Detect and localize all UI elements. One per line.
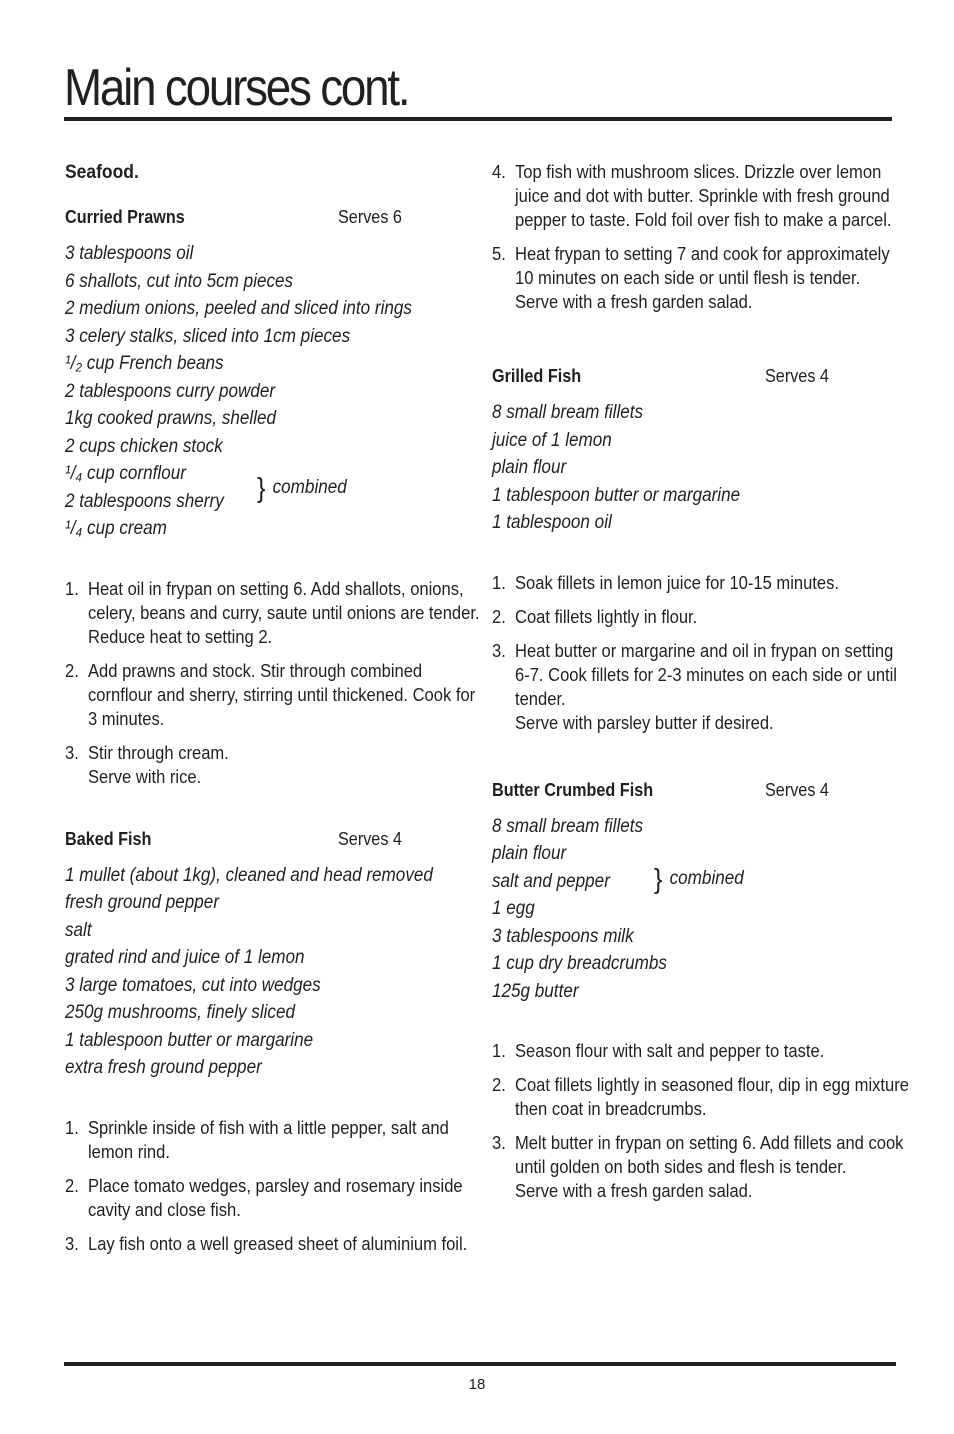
ingredient: plain flour <box>492 843 567 864</box>
ingredient: 3 celery stalks, sliced into 1cm pieces <box>65 325 351 347</box>
recipe-header <box>492 366 897 390</box>
ingredient: grated rind and juice of 1 lemon <box>65 947 305 968</box>
recipe-curried-prawns <box>65 207 480 789</box>
recipe-title: Butter Crumbed Fish <box>492 779 654 800</box>
brace-icon: } <box>257 472 266 503</box>
ingredient-list <box>65 862 470 1082</box>
method-step: 3. Melt butter in frypan on setting 6. Add fillets and cook until golden on both sides and flesh is tender. Serve with a fresh garden salad. <box>492 1131 911 1203</box>
ingredient: 1 cup dry breadcrumbs <box>492 953 667 974</box>
method-step: 5. Heat frypan to setting 7 and cook for approximately 10 minutes on each side or until flesh is tender. Serve with a fresh garden salad. <box>492 242 911 314</box>
method-step: 3. Heat butter or margarine and oil in frypan on setting 6-7. Cook fillets for 2-3 minutes on each side or until tender. Serve with parsley butter if desired. <box>492 639 911 735</box>
page-number: 18 <box>468 1376 486 1393</box>
title-rule <box>64 117 892 121</box>
ingredient: 8 small bream fillets <box>492 402 644 423</box>
ingredient: 1 tablespoon butter or margarine <box>65 1029 314 1051</box>
ingredient: 1 tablespoon oil <box>492 512 612 533</box>
page-title: Main courses cont. <box>64 59 409 117</box>
method-step: 1. Soak fillets in lemon juice for 10-15 minutes. <box>492 572 839 593</box>
method-step: 3. Stir through cream. Serve with rice. <box>65 741 484 789</box>
recipe-serves: Serves 4 <box>765 366 829 386</box>
ingredient-list <box>65 240 470 543</box>
method-step: 4. Top fish with mushroom slices. Drizzle over lemon juice and dot with butter. Sprinkle with fresh ground pepper to taste. Fold foil over fish to make a parcel. <box>492 162 892 230</box>
method-step: 2. Place tomato wedges, parsley and rosemary inside cavity and close fish. <box>65 1175 463 1220</box>
ingredient: plain flour <box>492 457 567 478</box>
recipe-title: Baked Fish <box>65 828 152 849</box>
ingredient: 2 tablespoons curry powder <box>65 380 276 402</box>
ingredient: 3 large tomatoes, cut into wedges <box>65 974 321 996</box>
ingredient: 1 tablespoon butter or margarine <box>492 484 741 506</box>
ingredient: juice of 1 lemon <box>492 429 612 451</box>
method-steps <box>65 577 480 789</box>
ingredient: salt and pepper <box>492 870 610 892</box>
method-step: 1. Sprinkle inside of fish with a little pepper, salt and lemon rind. <box>65 1117 449 1162</box>
recipe-header <box>65 829 470 853</box>
method-steps <box>65 1116 470 1256</box>
ingredient: fresh ground pepper <box>65 892 220 913</box>
method-step: 2. Coat fillets lightly in seasoned flour, dip in egg mixture then coat in breadcrumbs. <box>492 1075 909 1119</box>
method-steps <box>492 1039 909 1203</box>
recipe-serves: Serves 4 <box>338 828 402 849</box>
recipe-serves: Serves 6 <box>338 207 402 227</box>
left-column <box>65 162 480 1266</box>
ingredient: 2 tablespoons sherry <box>65 490 224 512</box>
ingredient: 3 tablespoons oil <box>65 243 194 264</box>
method-steps <box>492 571 897 735</box>
ingredient: 8 small bream fillets <box>492 815 644 837</box>
recipe-header <box>492 780 897 804</box>
recipe-title: Grilled Fish <box>492 366 582 386</box>
method-step: 2. Coat fillets lightly in flour. <box>492 606 698 627</box>
method-step: 1. Season flour with salt and pepper to taste. <box>492 1041 825 1061</box>
section-heading: Seafood. <box>65 162 139 183</box>
ingredient: ¹/₂ cup French beans <box>65 353 224 374</box>
ingredient: extra fresh ground pepper <box>65 1057 262 1078</box>
ingredient-list <box>492 399 897 537</box>
ingredient: ¹/₄ cup cornflour <box>65 463 186 484</box>
recipe-grilled-fish <box>492 366 897 735</box>
ingredient: 3 tablespoons milk <box>492 925 634 947</box>
serving-note: Serve with a fresh garden salad. <box>515 1181 753 1201</box>
ingredient: 1 mullet (about 1kg), cleaned and head removed <box>65 864 433 886</box>
recipe-butter-crumbed-fish <box>492 779 909 1204</box>
ingredient: ¹/₄ cup cream <box>65 518 167 539</box>
footer-rule <box>64 1362 896 1366</box>
method-step: 3. Lay fish onto a well greased sheet of aluminium foil. <box>65 1233 468 1254</box>
combined-label: combined <box>669 867 744 889</box>
recipe-serves: Serves 4 <box>765 779 829 800</box>
ingredient: 6 shallots, cut into 5cm pieces <box>65 270 294 292</box>
method-step: 1. Heat oil in frypan on setting 6. Add shallots, onions, celery, beans and curry, saute until onions are tender. Reduce heat to setting 2. <box>65 578 480 647</box>
ingredient: 1kg cooked prawns, shelled <box>65 408 277 429</box>
ingredient: 125g butter <box>492 980 579 1002</box>
method-steps-continued <box>492 160 897 314</box>
ingredient: 250g mushrooms, finely sliced <box>65 1002 296 1023</box>
serving-note: Serve with a fresh garden salad. <box>515 292 753 312</box>
recipe-baked-fish <box>65 829 470 1256</box>
recipe-header <box>65 207 470 231</box>
combined-label: combined <box>272 477 347 499</box>
right-column <box>492 160 909 1213</box>
ingredient-list <box>492 813 897 1006</box>
combined-note <box>654 863 744 895</box>
ingredient: 2 cups chicken stock <box>65 435 223 457</box>
brace-icon: } <box>654 862 663 894</box>
method-step: 2. Add prawns and stock. Stir through combined cornflour and sherry, stirring until thickened. Cook for 3 minutes. <box>65 660 476 729</box>
ingredient: 1 egg <box>492 898 535 919</box>
ingredient: 2 medium onions, peeled and sliced into rings <box>65 298 412 319</box>
serving-note: Serve with rice. <box>88 766 202 787</box>
recipe-title: Curried Prawns <box>65 207 185 227</box>
ingredient: salt <box>65 919 92 941</box>
serving-note: Serve with parsley butter if desired. <box>515 712 774 733</box>
combined-note <box>257 472 347 504</box>
